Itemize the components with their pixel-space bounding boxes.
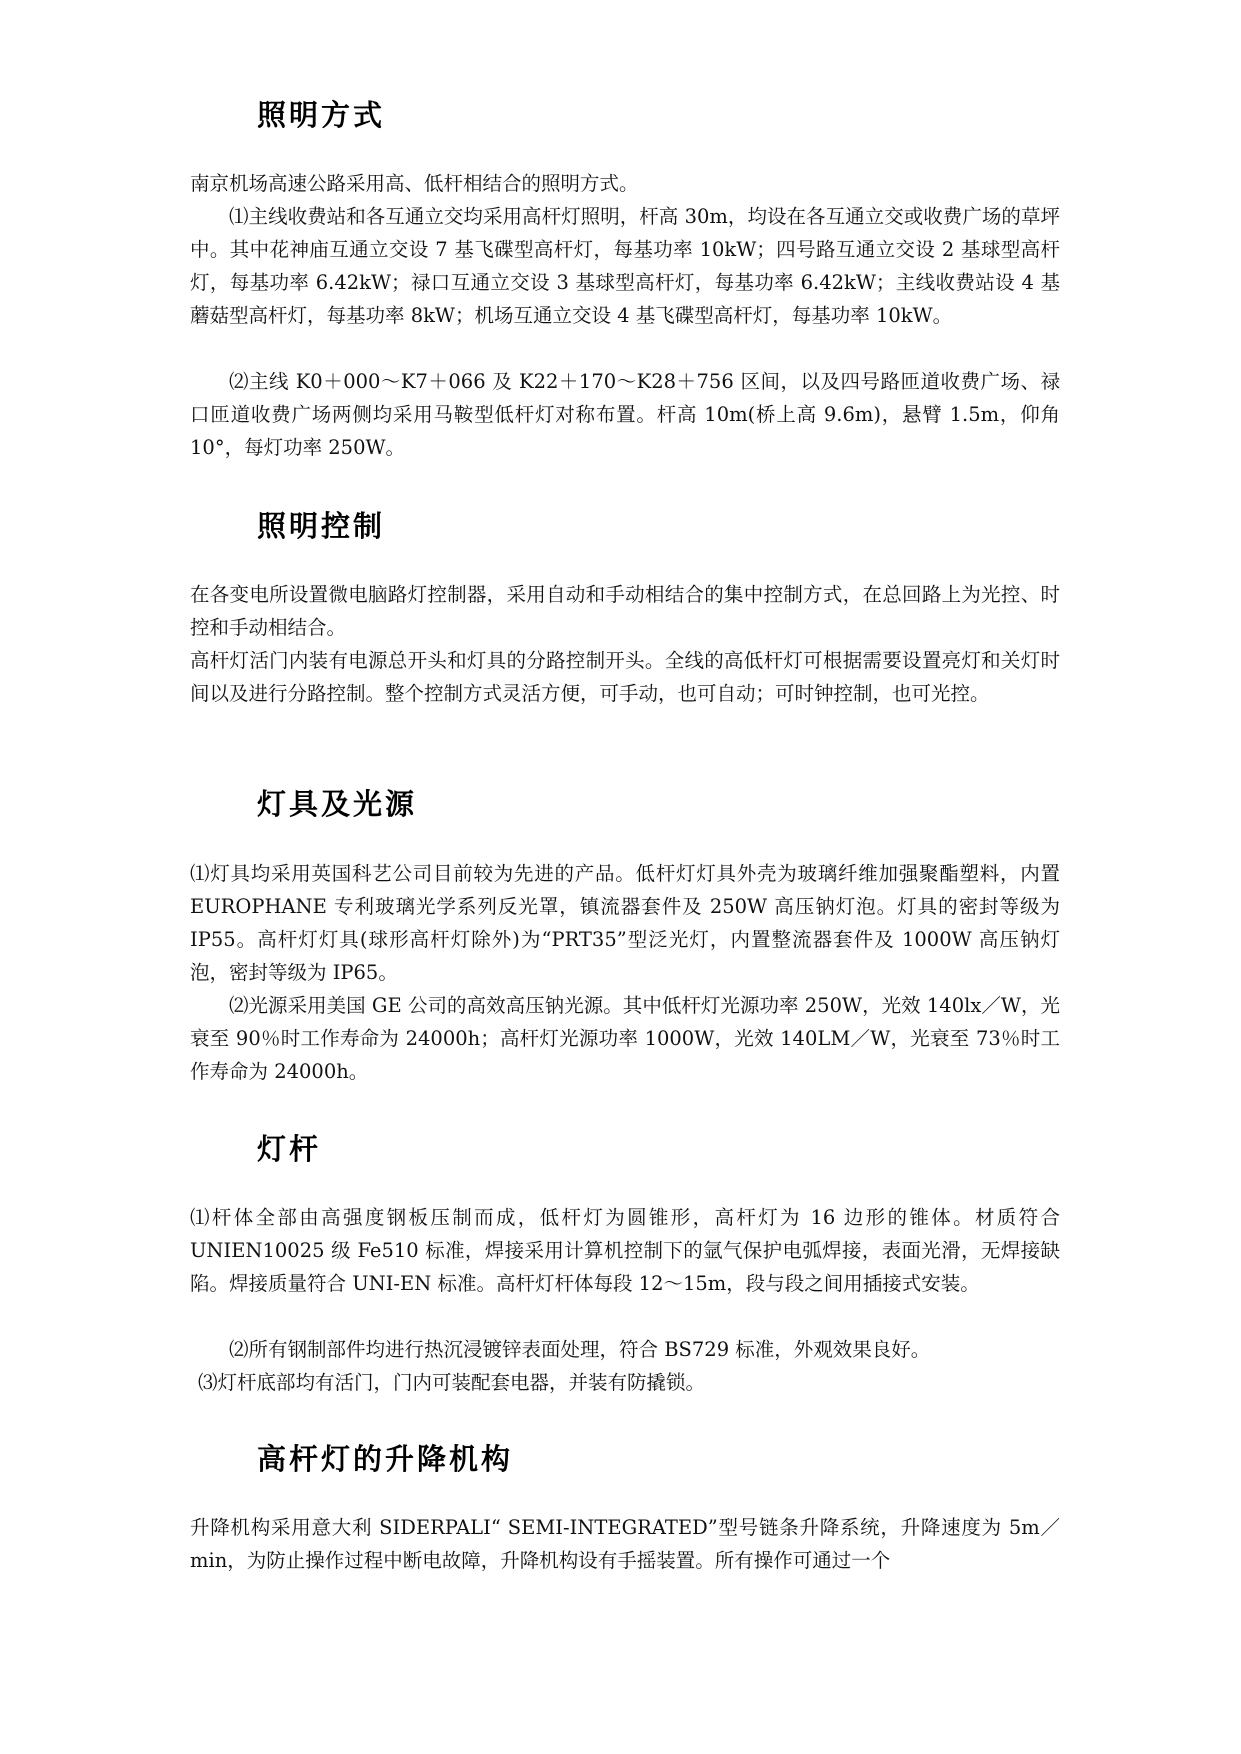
paragraph-pole-body: ⑴杆体全部由高强度钢板压制而成，低杆灯为圆锥形，高杆灯为 16 边形的锥体。材质符合 UNIEN10025 级 Fe510 标准，焊接采用计算机控制下的氩气保护电弧焊接，表面光滑，无焊接缺陷。焊接质量符合 UNI-EN 标准。高杆灯杆体每段 12～15m，段与段之间用插接式安装。 <box>190 1206 1060 1295</box>
paragraph-lifting-mechanism: 升降机构采用意大利 SIDERPALI“ SEMI-INTEGRATED”型号链条升降系统，升降速度为 5m／min，为防止操作过程中断电故障，升降机构设有手摇装置。所有操作可通过一个 <box>190 1516 1060 1572</box>
paragraph-lighting-control-controller: 在各变电所设置微电脑路灯控制器，采用自动和手动相结合的集中控制方式，在总回路上为光控、时控和手动相结合。 <box>190 583 1060 639</box>
paragraph-pole-galvanizing: ⑵所有钢制部件均进行热沉浸镀锌表面处理，符合 BS729 标准，外观效果良好。 <box>229 1338 931 1361</box>
paragraph-pole-access-door: ⑶灯杆底部均有活门，门内可装配套电器，并装有防撬锁。 <box>198 1371 706 1394</box>
paragraph-lighting-method-low-mast: ⑵主线 K0＋000～K7＋066 及 K22＋170～K28＋756 区间，以及四号路匝道收费广场、禄口匝道收费广场两侧均采用马鞍型低杆灯对称布置。杆高 10m(桥上高 9.6m)，悬臂 1.5m，仰角 10°，每灯功率 250W。 <box>190 370 1060 459</box>
section-heading-fixtures-and-light-source: 灯具及光源 <box>257 787 418 821</box>
section-heading-lighting-method: 照明方式 <box>257 98 386 132</box>
paragraph-lighting-method-high-mast: ⑴主线收费站和各互通立交均采用高杆灯照明，杆高 30m，均设在各互通立交或收费广场的草坪中。其中花神庙互通立交设 7 基飞碟型高杆灯，每基功率 10kW；四号路互通立交设 2 基球型高杆灯，每基功率 6.42kW；禄口互通立交设 3 基球型高杆灯，每基功率 6.42kW；主线收费站设 4 基蘑菇型高杆灯，每基功率 8kW；机场互通立交设 4 基飞碟型高杆灯，每基功率 10kW。 <box>190 205 1060 327</box>
paragraph-lighting-method-intro: 南京机场高速公路采用高、低杆相结合的照明方式。 <box>190 172 639 195</box>
section-heading-lifting-mechanism: 高杆灯的升降机构 <box>257 1442 514 1476</box>
paragraph-fixtures: ⑴灯具均采用英国科艺公司目前较为先进的产品。低杆灯灯具外壳为玻璃纤维加强聚酯塑料，内置 EUROPHANE 专利玻璃光学系列反光罩，镇流器套件及 250W 高压钠灯泡。灯具的密封等级为 IP55。高杆灯灯具(球形高杆灯除外)为“PRT35”型泛光灯，内置整流器套件及 1000W 高压钠灯泡，密封等级为 IP65。 <box>190 862 1060 984</box>
paragraph-light-source: ⑵光源采用美国 GE 公司的高效高压钠光源。其中低杆灯光源功率 250W，光效 140lx／W，光衰至 90％时工作寿命为 24000h；高杆灯光源功率 1000W，光效 140LM／W，光衰至 73％时工作寿命为 24000h。 <box>190 994 1060 1083</box>
section-heading-light-pole: 灯杆 <box>257 1132 322 1166</box>
section-heading-lighting-control: 照明控制 <box>257 509 386 543</box>
paragraph-lighting-control-switches: 高杆灯活门内装有电源总开头和灯具的分路控制开头。全线的高低杆灯可根据需要设置亮灯和关灯时间以及进行分路控制。整个控制方式灵活方便，可手动，也可自动；可时钟控制，也可光控。 <box>190 649 1060 705</box>
